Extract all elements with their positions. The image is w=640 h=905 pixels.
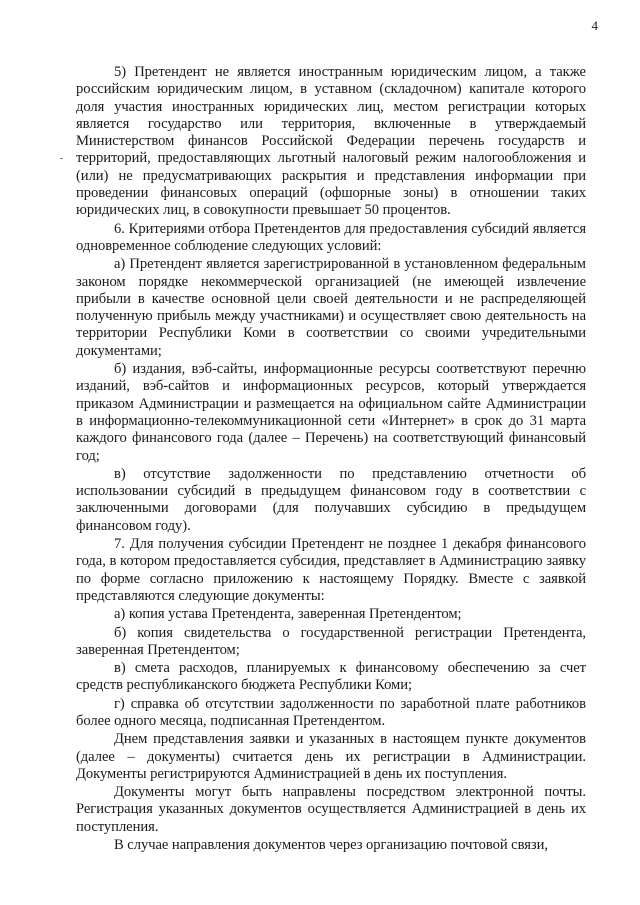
scan-mark bbox=[60, 158, 63, 159]
paragraph-7-application: 7. Для получения субсидии Претендент не позднее 1 декабря финансового года, в котором предоставляется субсидия, представляет в Администрацию заявку по форме согласно приложению к настоящему Порядку. Вместе с заявкой представляются следующие документы: bbox=[76, 536, 586, 604]
paragraph-6-selection-criteria: 6. Критериями отбора Претендентов для предоставления субсидий является одновременное соблюдение следующих условий: bbox=[76, 220, 586, 254]
paragraph-6c-no-reporting-debt: в) отсутствие задолженности по представлению отчетности об использовании субсидий в предыдущем финансовом году в соответствии с заключенными договорами (для получавших субсидию в предыдущем финансовом году). bbox=[76, 465, 586, 534]
paragraph-7d-salary-debt-certificate: г) справка об отсутствии задолженности по заработной плате работников более одного месяца, подписанная Претендентом. bbox=[76, 695, 586, 729]
paragraph-postal-delivery: В случае направления документов через организацию почтовой связи, bbox=[114, 837, 548, 854]
paragraph-7c-expense-estimate: в) смета расходов, планируемых к финансовому обеспечению за счет средств республиканского бюджета Республики Коми; bbox=[76, 660, 586, 694]
paragraph-electronic-mail: Документы могут быть направлены посредством электронной почты. Регистрация указанных документов осуществляется Администрацией в день их поступления. bbox=[76, 784, 586, 835]
paragraph-submission-date: Днем представления заявки и указанных в настоящем пункте документов (далее – документы) считается день их регистрации в Администрации. Документы регистрируются Администрацией в день их поступления. bbox=[76, 731, 586, 782]
paragraph-5-foreign-entity: 5) Претендент не является иностранным юридическим лицом, а также российским юридическим лицом, в уставном (складочном) капитале которого доля участия иностранных юридических лиц, местом регистрации которых является государство или территория, включенные в утверждаемый Министерством финансов Российской Федерации перечень государств и территорий, предоставляющих льготный налоговый режим налогообложения и (или) не предусматривающих раскрытия и представления информации при проведении финансовых операций (офшорные зоны) в отношении таких юридических лиц, в совокупности превышает 50 процентов. bbox=[76, 64, 586, 219]
paragraph-7a-charter-copy: а) копия устава Претендента, заверенная Претендентом; bbox=[114, 606, 462, 623]
paragraph-6b-list-of-publications: б) издания, вэб-сайты, информационные ресурсы соответствуют перечню изданий, вэб-сайтов и информационных ресурсов, который утверждается приказом Администрации и размещается на официальном сайте Администрации в информационно-телекоммуникационной сети «Интернет» в срок до 31 марта каждого финансового года (далее – Перечень) на соответствующий финансовый год; bbox=[76, 361, 586, 464]
paragraph-7b-registration-certificate: б) копия свидетельства о государственной регистрации Претендента, заверенная Претендентом; bbox=[76, 624, 586, 658]
document-body bbox=[76, 64, 586, 854]
paragraph-6a-registered-nco: а) Претендент является зарегистрированной в установленном федеральным законом порядке некоммерческой организацией (не имеющей извлечение прибыли в качестве основной цели своей деятельности и не распределяющей полученную прибыль между участниками) и осуществляет свою деятельность на территории Республики Коми в соответствии со своими учредительными документами; bbox=[76, 256, 586, 359]
page-number: 4 bbox=[591, 18, 598, 33]
